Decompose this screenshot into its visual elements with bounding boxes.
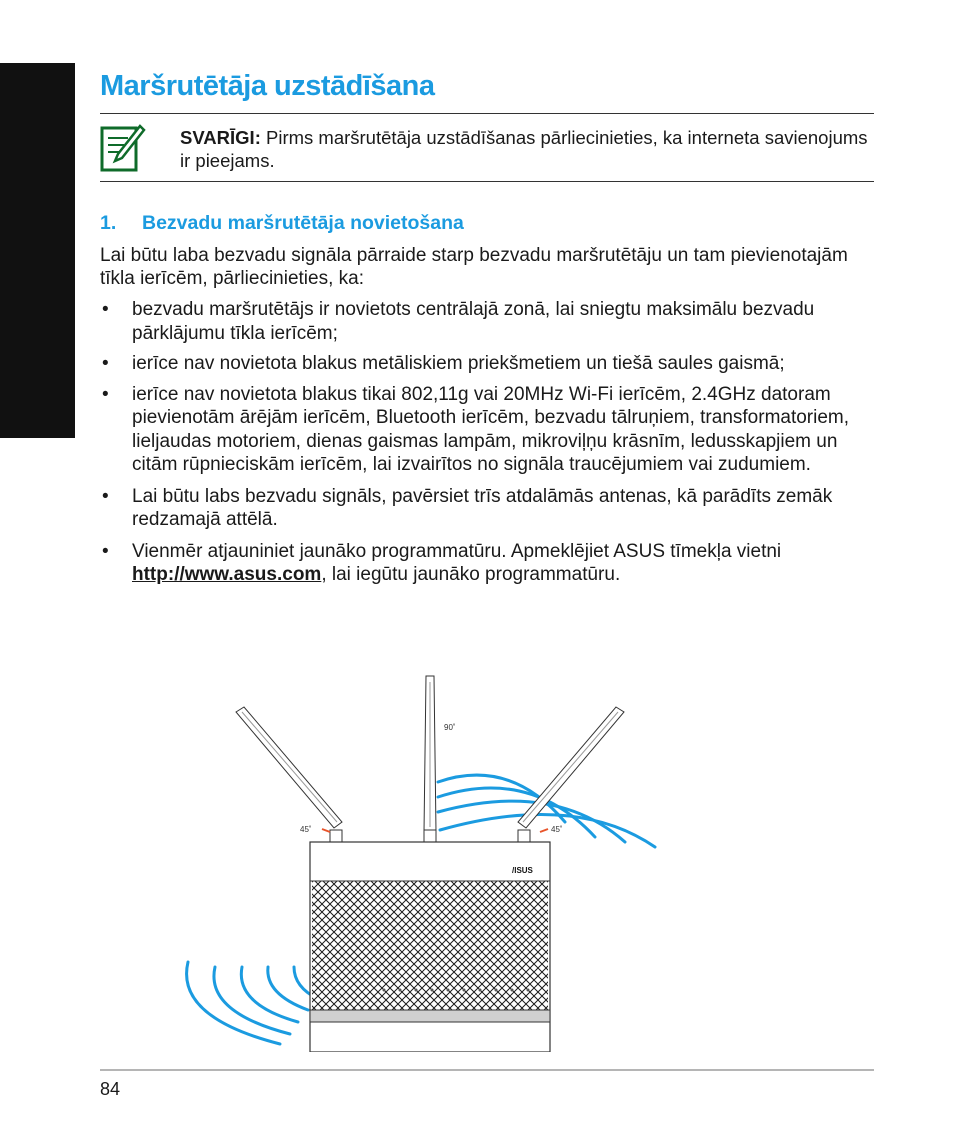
router-antenna-diagram <box>170 672 690 1052</box>
angle-label-right: 45˚ <box>551 825 563 834</box>
note-body: Pirms maršrutētāja uzstādīšanas pārliecinieties, ka interneta savienojums ir pieejams. <box>180 127 868 171</box>
bullet-symbol: • <box>102 353 109 374</box>
list-item-text: bezvadu maršrutētājs ir novietots centrālajā zonā, lai sniegtu maksimālu bezvadu pārklājumu tīkla ierīcēm; <box>132 299 815 344</box>
bullet-symbol: • <box>102 383 109 405</box>
intro-paragraph: Lai būtu laba bezvadu signāla pārraide starp bezvadu maršrutētāju un tam pievienotajām tīkla ierīcēm, pārliecinieties, ka: <box>100 245 848 289</box>
page-title: Maršrutētāja uzstādīšana <box>100 70 435 102</box>
list-item-text-before: Vienmēr atjauniniet jaunāko programmatūru. Apmeklējiet ASUS tīmekļa vietni <box>132 540 782 562</box>
center-antenna <box>424 676 436 842</box>
footer-rule <box>100 1069 874 1071</box>
bullet-symbol: • <box>102 299 109 320</box>
section-heading <box>100 212 464 235</box>
list-item <box>100 540 880 587</box>
list-item <box>100 352 880 376</box>
left-antenna <box>236 707 342 842</box>
section-number: 1. <box>100 212 117 234</box>
list-item-text-after: , lai iegūtu jaunāko programmatūru. <box>321 564 621 585</box>
list-item <box>100 485 880 532</box>
bullet-symbol: • <box>102 540 109 562</box>
list-item-text: ierīce nav novietota blakus tikai 802,11g vai 20MHz Wi-Fi ierīcēm, 2.4GHz datoram pievienotām ārējām ierīcēm, Bluetooth ierīcēm, bezvadu tālruņiem, transformatoriem, lieljaudas motoriem, dienas gaismas lampām, mikroviļņu krāsnīm, ledusskapjiem un citām rūpnieciskām ierīcēm, lai izvairītos no signāla traucējumiem vai zudumiem. <box>132 383 850 475</box>
list-item <box>100 298 880 345</box>
placement-list <box>100 298 880 587</box>
signal-waves-left <box>187 962 318 1044</box>
page-number: 84 <box>100 1079 121 1099</box>
note-text <box>180 126 870 172</box>
signal-waves-right <box>438 775 655 847</box>
list-item <box>100 383 880 477</box>
angle-label-top: 90˚ <box>444 723 456 732</box>
list-item-text: ierīce nav novietota blakus metāliskiem priekšmetiem un tiešā saules gaismā; <box>132 353 785 374</box>
side-tab-marker <box>0 63 75 438</box>
list-item-text: Lai būtu labs bezvadu signāls, pavērsiet trīs atdalāmās antenas, kā parādīts zemāk redzamajā attēlā. <box>132 485 833 530</box>
note-pencil-icon <box>100 122 146 174</box>
asus-website-link[interactable]: http://www.asus.com <box>132 564 322 585</box>
important-note <box>100 113 874 182</box>
right-antenna <box>518 707 624 842</box>
router-brand-logo: /ISUS <box>512 866 533 875</box>
section-title: Bezvadu maršrutētāja novietošana <box>142 212 464 234</box>
note-label: SVARĪGI: <box>180 127 261 148</box>
angle-label-left: 45˚ <box>300 825 312 834</box>
bullet-symbol: • <box>102 485 109 507</box>
